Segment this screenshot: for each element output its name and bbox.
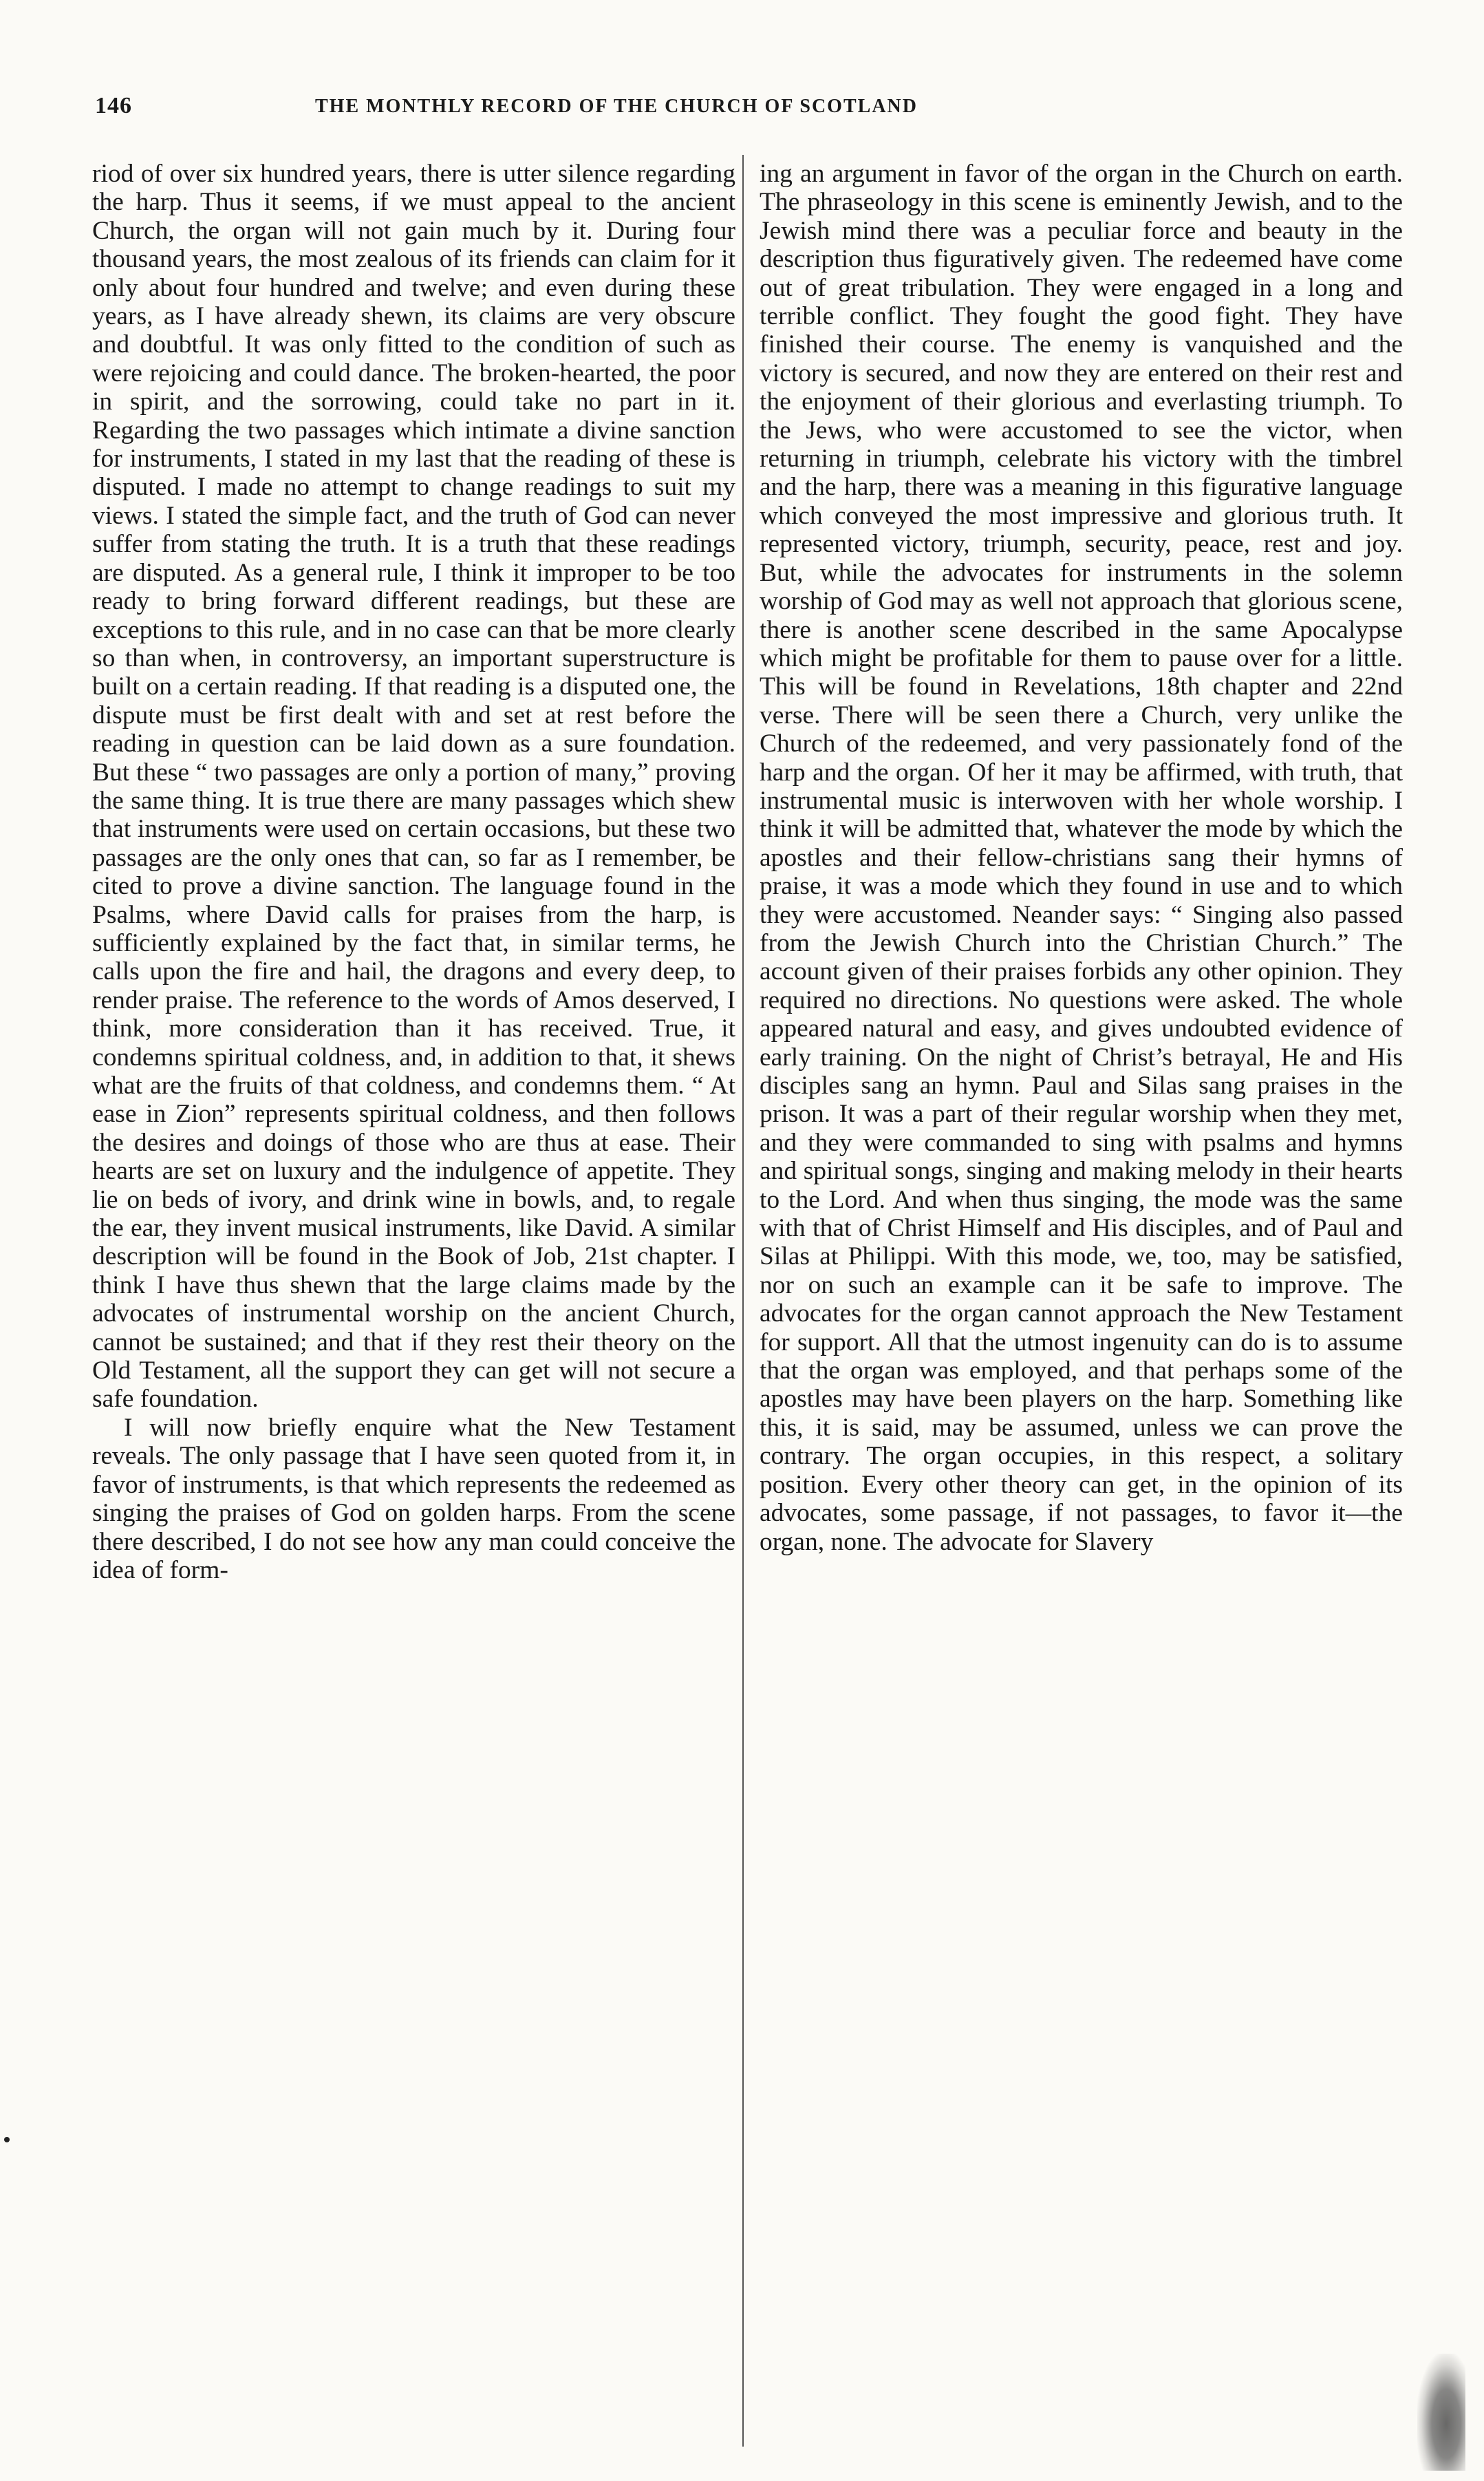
scan-speck [4, 2137, 10, 2142]
paragraph: I will now briefly enquire what the New Testament reveals. The only passage that I have seen quoted from it, in favor of instruments, is that which represents the redeemed as singing the praises of God on golden harps. From the scene there described, I do not see how any man could conceive the idea of form- [92, 1413, 735, 1584]
paragraph: riod of over six hundred years, there is utter silence regarding the harp. Thus it seems, if we must appeal to the ancient Church, the organ will not gain much by it. During four thousand years, the most zealous of its friends can claim for it only about four hundred and twelve; and even during these years, as I have already shewn, its claims are very obscure and doubtful. It was only fitted to the condition of such as were rejoicing and could dance. The broken-hearted, the poor in spirit, and the sorrowing, could take no part in it. Regarding the two passages which intimate a divine sanction for instruments, I stated in my last that the reading of these is disputed. I made no attempt to change readings to suit my views. I stated the simple fact, and the truth of God can never suffer from stating the truth. It is a truth that these readings are disputed. As a general rule, I think it improper to be too ready to bring forward different readings, but these are exceptions to this rule, and in no case can that be more clearly so than when, in controversy, an important superstructure is built on a certain reading. If that reading is a disputed one, the dispute must be first dealt with and set at rest before the reading in question can be laid down as a sure foundation. But these “ two passages are only a portion of many,” proving the same thing. It is true there are many passages which shew that instruments were used on certain occasions, but these two passages are the only ones that can, so far as I remember, be cited to prove a divine sanction. The language found in the Psalms, where David calls for praises from the harp, is sufficiently explained by the fact that, in similar terms, he calls upon the fire and hail, the dragons and every deep, to render praise. The reference to the words of Amos deserved, I think, more consideration than it has received. True, it condemns spiritual coldness, and, in addition to that, it shews what are the fruits of that coldness, and condemns them. “ At ease in Zion” represents spiritual coldness, and then follows the desires and doings of those who are thus at ease. Their hearts are set on luxury and the indulgence of appetite. They lie on beds of ivory, and drink wine in bowls, and, to regale the ear, they invent musical instruments, like David. A similar description will be found in the Book of Job, 21st chapter. I think I have thus shewn that the large claims made by the advocates of instrumental worship on the ancient Church, cannot be sustained; and that if they rest their theory on the Old Testament, all the support they can get will not secure a safe foundation. [92, 160, 735, 1414]
running-head: THE MONTHLY RECORD OF THE CHURCH OF SCOTLAND [315, 96, 918, 117]
text-column-right [760, 160, 1403, 2451]
paragraph: ing an argument in favor of the organ in the Church on earth. The phraseology in this scene is eminently Jewish, and to the Jewish mind there was a peculiar force and beauty in the description thus figuratively given. The redeemed have come out of great tribulation. They were engaged in a long and terrible conflict. They fought the good fight. They have finished their course. The enemy is vanquished and the victory is secured, and now they are entered on their rest and the enjoyment of their glorious and everlasting triumph. To the Jews, who were accustomed to see the victor, when returning in triumph, celebrate his victory with the timbrel and the harp, there was a meaning in this figurative language which conveyed the most impressive and glorious truth. It represented victory, triumph, security, peace, rest and joy. But, while the advocates for instruments in the solemn worship of God may as well not approach that glorious scene, there is another scene described in the same Apocalypse which might be profitable for them to pause over for a little. This will be found in Revelations, 18th chapter and 22nd verse. There will be seen there a Church, very unlike the Church of the redeemed, and very passionately fond of the harp and the organ. Of her it may be affirmed, with truth, that instrumental music is interwoven with her whole worship. I think it will be admitted that, whatever the mode by which the apostles and their fellow-christians sang their hymns of praise, it was a mode which they found in use and to which they were accustomed. Neander says: “ Singing also passed from the Jewish Church into the Christian Church.” The account given of their praises forbids any other opinion. They required no directions. No questions were asked. The whole appeared natural and easy, and gives undoubted evidence of early training. On the night of Christ’s betrayal, He and His disciples sang an hymn. Paul and Silas sang praises in the prison. It was a part of their regular worship when they met, and they were commanded to sing with psalms and hymns and spiritual songs, singing and making melody in their hearts to the Lord. And when thus singing, the mode was the same with that of Christ Himself and His disciples, and of Paul and Silas at Philippi. With this mode, we, too, may be satisfied, nor on such an example can it be safe to improve. The advocates for the organ cannot approach the New Testament for support. All that the utmost ingenuity can do is to assume that the organ was employed, and that perhaps some of the apostles may have been players on the harp. Something like this, it is said, may be assumed, unless we can prove the contrary. The organ occupies, in this respect, a solitary position. Every other theory can get, in the opinion of its advocates, some passage, if not passages, to favor it—the organ, none. The advocate for Slavery [760, 160, 1403, 1556]
text-column-left [92, 160, 735, 2451]
page-header [95, 93, 1395, 127]
column-divider [742, 155, 744, 2447]
scan-smudge [1417, 2354, 1465, 2471]
page-number: 146 [95, 93, 132, 118]
